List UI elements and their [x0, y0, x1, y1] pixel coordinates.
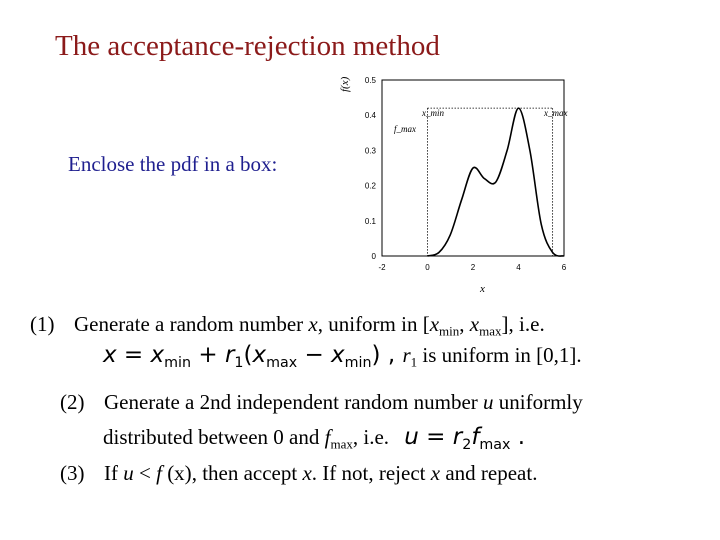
x-tick-label: 4: [516, 263, 521, 272]
step-2-line-2: distributed between 0 and $f_{max}$, i.e. $u = r_2f_{max}$ .: [103, 424, 526, 453]
y-tick-label: 0.2: [364, 181, 376, 191]
step-number: (2): [60, 390, 85, 414]
fmax-label: f_max: [394, 124, 416, 134]
enclose-caption: Enclose the pdf in a box:: [68, 152, 278, 176]
x-tick-label: -2: [378, 263, 386, 272]
y-tick-label: 0.3: [364, 146, 376, 156]
equation-u: $u = r_2f_{max}$ .: [404, 424, 526, 453]
y-tick-label: 0.4: [364, 111, 376, 121]
xmax-label: x_max: [544, 108, 568, 118]
y-tick-label: 0.5: [364, 76, 376, 85]
step-number: (3): [60, 461, 85, 485]
x-tick-label: 0: [425, 263, 430, 272]
xmin-label: x_min: [422, 108, 444, 118]
y-axis-label: f(x): [339, 76, 351, 92]
pdf-curve: [428, 108, 565, 256]
equation-x: $x = x_{min} + r_1(x_{max} - x_{min})$ ,: [103, 342, 403, 371]
x-tick-label: 2: [470, 263, 476, 272]
x-axis-label: x: [480, 283, 485, 295]
step-number: (1): [30, 312, 55, 336]
slide-title: The acceptance-rejection method: [55, 30, 440, 62]
x-tick-label: 6: [561, 263, 567, 272]
step-1-line-1: (1) Generate a random number x, uniform in [$x_{min}$, $x_{max}$], i.e.: [30, 312, 545, 339]
y-tick-label: 0.1: [364, 216, 376, 226]
y-tick-label: 0: [371, 252, 376, 261]
step-2-line-1: (2) Generate a 2nd independent random number u uniformly: [60, 390, 583, 414]
step-3-line: (3) If u < f (x), then accept x. If not, reject x and repeat.: [60, 461, 538, 485]
step-1-line-2: $x = x_{min} + r_1(x_{max} - x_{min})$ , $r_1$ is uniform in [0,1].: [103, 342, 582, 371]
pdf-plot: [330, 70, 580, 300]
